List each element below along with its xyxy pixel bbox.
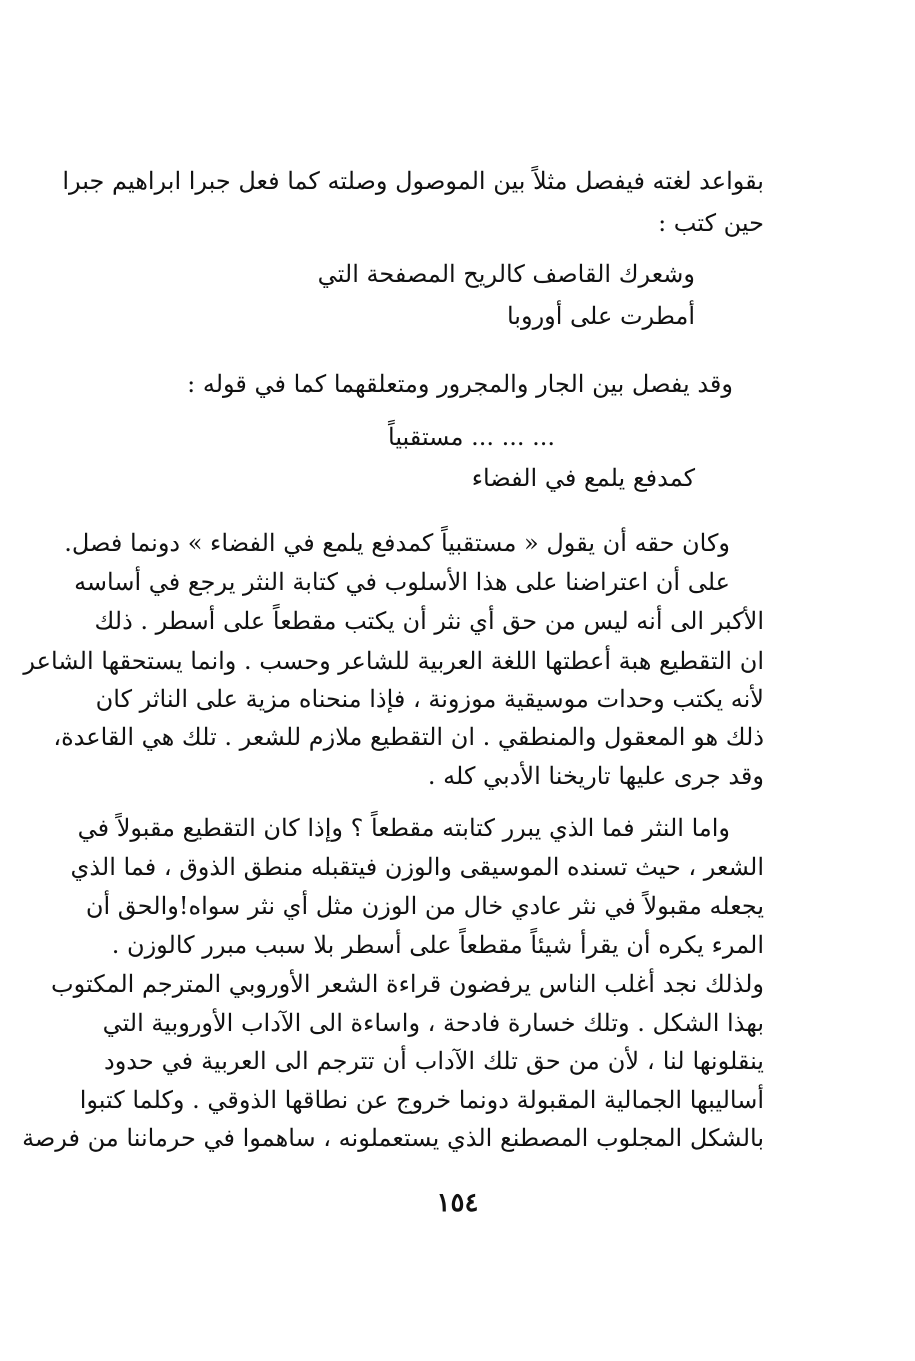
text-line: ينقلونها لنا ، لأن من حق تلك الآداب أن تترجم الى العربية في حدود: [104, 1047, 764, 1075]
text-line: المرء يكره أن يقرأ شيئاً مقطعاً على أسطر بلا سبب مبرر كالوزن .: [111, 931, 764, 959]
page-number: ١٥٤: [436, 1188, 479, 1218]
text-line: يجعله مقبولاً في نثر عادي خال من الوزن مثل أي نثر سواه!والحق أن: [85, 892, 764, 920]
text-line: ان التقطيع هبة أعطتها اللغة العربية للشاعر وحسب . وانما يستحقها الشاعر: [23, 647, 764, 675]
text-line: على أن اعتراضنا على هذا الأسلوب في كتابة النثر يرجع في أساسه: [74, 568, 730, 596]
text-line: واما النثر فما الذي يبرر كتابته مقطعاً ؟ وإذا كان التقطيع مقبولاً في: [77, 814, 730, 842]
text-line: بالشكل المجلوب المصطنع الذي يستعملونه ، ساهموا في حرماننا من فرصة: [22, 1124, 764, 1152]
text-line: ولذلك نجد أغلب الناس يرفضون قراءة الشعر الأوروبي المترجم المكتوب: [50, 970, 764, 998]
text-line: الشعر ، حيث تسنده الموسيقى والوزن فيتقبله منطق الذوق ، فما الذي: [70, 853, 764, 881]
verse-line: أمطرت على أوروبا: [506, 302, 695, 330]
text-line: حين كتب :: [658, 209, 764, 237]
verse-line: كمدفع يلمع في الفضاء: [471, 464, 695, 492]
verse-line: وشعرك القاصف كالريح المصفحة التي: [317, 260, 695, 288]
text-line: وقد جرى عليها تاريخنا الأدبي كله .: [427, 762, 764, 790]
text-line: ذلك هو المعقول والمنطقي . ان التقطيع ملازم للشعر . تلك هي القاعدة،: [53, 723, 764, 751]
text-line: بهذا الشكل . وتلك خسارة فادحة ، واساءة الى الآداب الأوروبية التي: [102, 1009, 764, 1037]
text-line: وقد يفصل بين الجار والمجرور ومتعلقهما كما في قوله :: [187, 370, 733, 398]
text-line: لأنه يكتب وحدات موسيقية موزونة ، فإذا منحناه مزية على الناثر كان: [95, 685, 764, 713]
text-line: وكان حقه أن يقول « مستقبياً كمدفع يلمع في الفضاء » دونما فصل.: [64, 529, 730, 557]
verse-line: ... ... ... مستقبياً: [388, 423, 555, 451]
text-line: أساليبها الجمالية المقبولة دونما خروج عن نطاقها الذوقي . وكلما كتبوا: [79, 1086, 764, 1114]
text-line: بقواعد لغته فيفصل مثلاً بين الموصول وصلته كما فعل جبرا ابراهيم جبرا: [62, 167, 764, 195]
text-line: الأكبر الى أنه ليس من حق أي نثر أن يكتب مقطعاً على أسطر . ذلك: [94, 607, 764, 635]
